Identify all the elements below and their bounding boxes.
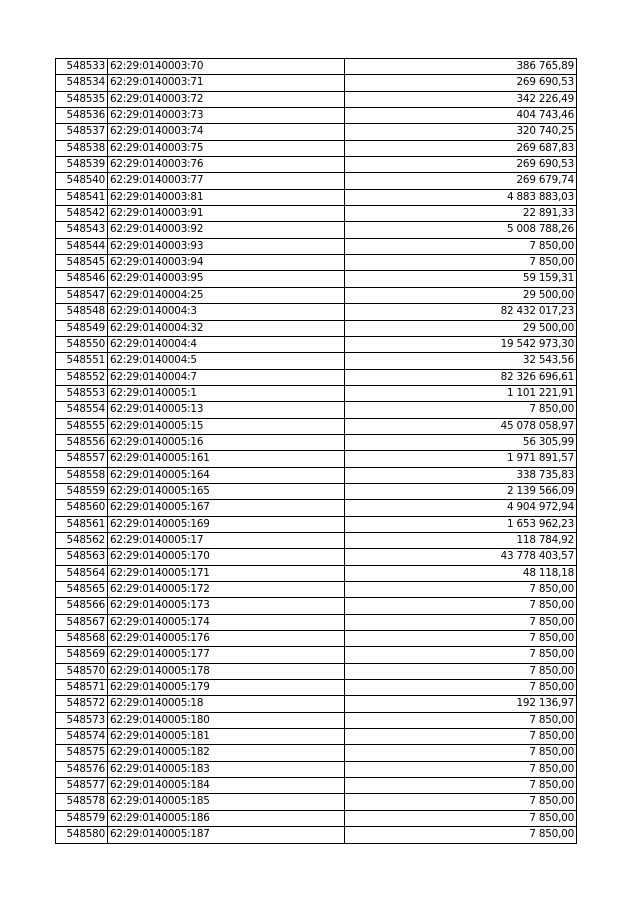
table-row	[56, 173, 577, 189]
row-number-cell: 548551	[56, 353, 108, 369]
cadastral-number-cell: 62:29:0140005:178	[108, 663, 345, 679]
cadastral-value-cell: 7 850,00	[345, 761, 577, 777]
cadastral-value-cell: 5 008 788,26	[345, 222, 577, 238]
row-number-cell: 548533	[56, 59, 108, 75]
table-row	[56, 75, 577, 91]
row-number-cell: 548541	[56, 189, 108, 205]
cadastral-value-cell: 7 850,00	[345, 712, 577, 728]
row-number-cell: 548535	[56, 91, 108, 107]
table-row	[56, 696, 577, 712]
table-row	[56, 287, 577, 303]
cadastral-number-cell: 62:29:0140003:92	[108, 222, 345, 238]
row-number-cell: 548564	[56, 565, 108, 581]
row-number-cell: 548539	[56, 157, 108, 173]
cadastral-number-cell: 62:29:0140003:76	[108, 157, 345, 173]
row-number-cell: 548580	[56, 827, 108, 843]
table-row	[56, 255, 577, 271]
cadastral-value-cell: 342 226,49	[345, 91, 577, 107]
cadastral-value-cell: 7 850,00	[345, 745, 577, 761]
cadastral-number-cell: 62:29:0140005:17	[108, 532, 345, 548]
table-row	[56, 598, 577, 614]
cadastral-number-cell: 62:29:0140005:16	[108, 434, 345, 450]
cadastral-value-cell: 1 653 962,23	[345, 516, 577, 532]
table-row	[56, 238, 577, 254]
row-number-cell: 548538	[56, 140, 108, 156]
cadastral-number-cell: 62:29:0140003:95	[108, 271, 345, 287]
cadastral-value-cell: 7 850,00	[345, 647, 577, 663]
table-row	[56, 745, 577, 761]
row-number-cell: 548575	[56, 745, 108, 761]
cadastral-value-cell: 118 784,92	[345, 532, 577, 548]
cadastral-number-cell: 62:29:0140004:25	[108, 287, 345, 303]
table-row	[56, 304, 577, 320]
row-number-cell: 548555	[56, 418, 108, 434]
cadastral-value-cell: 19 542 973,30	[345, 336, 577, 352]
cadastral-number-cell: 62:29:0140005:13	[108, 402, 345, 418]
row-number-cell: 548560	[56, 500, 108, 516]
table-row	[56, 402, 577, 418]
row-number-cell: 548563	[56, 549, 108, 565]
row-number-cell: 548534	[56, 75, 108, 91]
table-row	[56, 582, 577, 598]
cadastral-value-cell: 29 500,00	[345, 320, 577, 336]
table-row	[56, 483, 577, 499]
row-number-cell: 548576	[56, 761, 108, 777]
cadastral-number-cell: 62:29:0140005:164	[108, 467, 345, 483]
table-row	[56, 712, 577, 728]
row-number-cell: 548542	[56, 206, 108, 222]
cadastral-value-cell: 7 850,00	[345, 598, 577, 614]
table-row	[56, 729, 577, 745]
row-number-cell: 548558	[56, 467, 108, 483]
table-row	[56, 631, 577, 647]
cadastral-value-cell: 82 326 696,61	[345, 369, 577, 385]
cadastral-value-cell: 269 687,83	[345, 140, 577, 156]
cadastral-value-cell: 7 850,00	[345, 794, 577, 810]
table-row	[56, 353, 577, 369]
cadastral-value-cell: 29 500,00	[345, 287, 577, 303]
cadastral-value-cell: 43 778 403,57	[345, 549, 577, 565]
row-number-cell: 548572	[56, 696, 108, 712]
cadastral-number-cell: 62:29:0140005:173	[108, 598, 345, 614]
cadastral-number-cell: 62:29:0140005:161	[108, 451, 345, 467]
table-row	[56, 565, 577, 581]
table-row	[56, 189, 577, 205]
cadastral-number-cell: 62:29:0140005:186	[108, 810, 345, 826]
cadastral-number-cell: 62:29:0140003:94	[108, 255, 345, 271]
cadastral-number-cell: 62:29:0140003:72	[108, 91, 345, 107]
cadastral-number-cell: 62:29:0140005:181	[108, 729, 345, 745]
cadastral-number-cell: 62:29:0140005:180	[108, 712, 345, 728]
cadastral-value-cell: 7 850,00	[345, 729, 577, 745]
table-row	[56, 532, 577, 548]
table-row	[56, 549, 577, 565]
cadastral-value-cell: 269 690,53	[345, 75, 577, 91]
cadastral-value-cell: 7 850,00	[345, 631, 577, 647]
row-number-cell: 548556	[56, 434, 108, 450]
cadastral-value-cell: 1 101 221,91	[345, 385, 577, 401]
cadastral-number-cell: 62:29:0140005:174	[108, 614, 345, 630]
row-number-cell: 548552	[56, 369, 108, 385]
cadastral-number-cell: 62:29:0140003:71	[108, 75, 345, 91]
table-row	[56, 271, 577, 287]
cadastral-number-cell: 62:29:0140005:177	[108, 647, 345, 663]
row-number-cell: 548536	[56, 108, 108, 124]
table-row	[56, 647, 577, 663]
table-row	[56, 614, 577, 630]
row-number-cell: 548574	[56, 729, 108, 745]
table-row	[56, 140, 577, 156]
row-number-cell: 548567	[56, 614, 108, 630]
row-number-cell: 548579	[56, 810, 108, 826]
cadastral-number-cell: 62:29:0140005:176	[108, 631, 345, 647]
table-row	[56, 336, 577, 352]
cadastral-number-cell: 62:29:0140005:184	[108, 778, 345, 794]
row-number-cell: 548549	[56, 320, 108, 336]
row-number-cell: 548561	[56, 516, 108, 532]
cadastral-number-cell: 62:29:0140005:167	[108, 500, 345, 516]
cadastral-number-cell: 62:29:0140004:7	[108, 369, 345, 385]
table-row	[56, 680, 577, 696]
cadastral-value-cell: 338 735,83	[345, 467, 577, 483]
cadastral-number-cell: 62:29:0140003:81	[108, 189, 345, 205]
table-row	[56, 500, 577, 516]
table-row	[56, 59, 577, 75]
table-row	[56, 467, 577, 483]
cadastral-value-cell: 269 679,74	[345, 173, 577, 189]
cadastral-number-cell: 62:29:0140005:171	[108, 565, 345, 581]
cadastral-value-cell: 7 850,00	[345, 827, 577, 843]
cadastral-number-cell: 62:29:0140003:70	[108, 59, 345, 75]
table-row	[56, 434, 577, 450]
cadastral-number-cell: 62:29:0140005:185	[108, 794, 345, 810]
row-number-cell: 548573	[56, 712, 108, 728]
cadastral-number-cell: 62:29:0140004:4	[108, 336, 345, 352]
cadastral-value-cell: 1 971 891,57	[345, 451, 577, 467]
cadastral-value-cell: 320 740,25	[345, 124, 577, 140]
cadastral-value-cell: 7 850,00	[345, 255, 577, 271]
table-row	[56, 320, 577, 336]
row-number-cell: 548540	[56, 173, 108, 189]
table-row	[56, 516, 577, 532]
row-number-cell: 548557	[56, 451, 108, 467]
row-number-cell: 548543	[56, 222, 108, 238]
table-row	[56, 761, 577, 777]
row-number-cell: 548568	[56, 631, 108, 647]
cadastral-value-cell: 7 850,00	[345, 778, 577, 794]
cadastral-value-cell: 7 850,00	[345, 402, 577, 418]
cadastral-value-cell: 48 118,18	[345, 565, 577, 581]
cadastral-value-cell: 82 432 017,23	[345, 304, 577, 320]
table-row	[56, 91, 577, 107]
table-row	[56, 157, 577, 173]
row-number-cell: 548578	[56, 794, 108, 810]
cadastral-value-cell: 7 850,00	[345, 238, 577, 254]
cadastral-value-cell: 7 850,00	[345, 680, 577, 696]
cadastral-value-cell: 192 136,97	[345, 696, 577, 712]
cadastral-number-cell: 62:29:0140005:172	[108, 582, 345, 598]
table-row	[56, 418, 577, 434]
cadastral-number-cell: 62:29:0140004:5	[108, 353, 345, 369]
cadastral-value-cell: 404 743,46	[345, 108, 577, 124]
cadastral-value-cell: 7 850,00	[345, 614, 577, 630]
row-number-cell: 548565	[56, 582, 108, 598]
table-row	[56, 108, 577, 124]
row-number-cell: 548550	[56, 336, 108, 352]
table-row	[56, 369, 577, 385]
table-row	[56, 206, 577, 222]
cadastral-number-cell: 62:29:0140005:187	[108, 827, 345, 843]
table-row	[56, 451, 577, 467]
cadastral-number-cell: 62:29:0140003:73	[108, 108, 345, 124]
cadastral-number-cell: 62:29:0140003:74	[108, 124, 345, 140]
cadastral-number-cell: 62:29:0140005:182	[108, 745, 345, 761]
cadastral-number-cell: 62:29:0140005:15	[108, 418, 345, 434]
row-number-cell: 548546	[56, 271, 108, 287]
cadastral-value-table	[55, 58, 577, 844]
cadastral-number-cell: 62:29:0140005:170	[108, 549, 345, 565]
table-row	[56, 385, 577, 401]
cadastral-value-cell: 7 850,00	[345, 810, 577, 826]
cadastral-number-cell: 62:29:0140005:179	[108, 680, 345, 696]
cadastral-number-cell: 62:29:0140005:165	[108, 483, 345, 499]
row-number-cell: 548554	[56, 402, 108, 418]
cadastral-number-cell: 62:29:0140005:18	[108, 696, 345, 712]
cadastral-value-cell: 7 850,00	[345, 663, 577, 679]
row-number-cell: 548569	[56, 647, 108, 663]
cadastral-value-cell: 386 765,89	[345, 59, 577, 75]
cadastral-value-cell: 2 139 566,09	[345, 483, 577, 499]
cadastral-value-cell: 32 543,56	[345, 353, 577, 369]
row-number-cell: 548548	[56, 304, 108, 320]
cadastral-number-cell: 62:29:0140004:32	[108, 320, 345, 336]
cadastral-value-cell: 45 078 058,97	[345, 418, 577, 434]
row-number-cell: 548537	[56, 124, 108, 140]
row-number-cell: 548571	[56, 680, 108, 696]
cadastral-number-cell: 62:29:0140003:75	[108, 140, 345, 156]
table-row	[56, 794, 577, 810]
table-row	[56, 827, 577, 843]
cadastral-number-cell: 62:29:0140005:1	[108, 385, 345, 401]
table-row	[56, 663, 577, 679]
cadastral-value-cell: 59 159,31	[345, 271, 577, 287]
row-number-cell: 548566	[56, 598, 108, 614]
cadastral-value-cell: 7 850,00	[345, 582, 577, 598]
cadastral-value-cell: 4 904 972,94	[345, 500, 577, 516]
row-number-cell: 548562	[56, 532, 108, 548]
cadastral-value-cell: 4 883 883,03	[345, 189, 577, 205]
row-number-cell: 548559	[56, 483, 108, 499]
cadastral-number-cell: 62:29:0140004:3	[108, 304, 345, 320]
cadastral-value-cell: 269 690,53	[345, 157, 577, 173]
cadastral-number-cell: 62:29:0140005:183	[108, 761, 345, 777]
row-number-cell: 548553	[56, 385, 108, 401]
cadastral-number-cell: 62:29:0140003:91	[108, 206, 345, 222]
table-row	[56, 778, 577, 794]
table-row	[56, 124, 577, 140]
row-number-cell: 548545	[56, 255, 108, 271]
row-number-cell: 548544	[56, 238, 108, 254]
row-number-cell: 548577	[56, 778, 108, 794]
row-number-cell: 548570	[56, 663, 108, 679]
row-number-cell: 548547	[56, 287, 108, 303]
cadastral-value-cell: 22 891,33	[345, 206, 577, 222]
table-body	[56, 59, 577, 844]
table-row	[56, 810, 577, 826]
cadastral-number-cell: 62:29:0140005:169	[108, 516, 345, 532]
cadastral-number-cell: 62:29:0140003:93	[108, 238, 345, 254]
cadastral-value-cell: 56 305,99	[345, 434, 577, 450]
table-row	[56, 222, 577, 238]
cadastral-number-cell: 62:29:0140003:77	[108, 173, 345, 189]
